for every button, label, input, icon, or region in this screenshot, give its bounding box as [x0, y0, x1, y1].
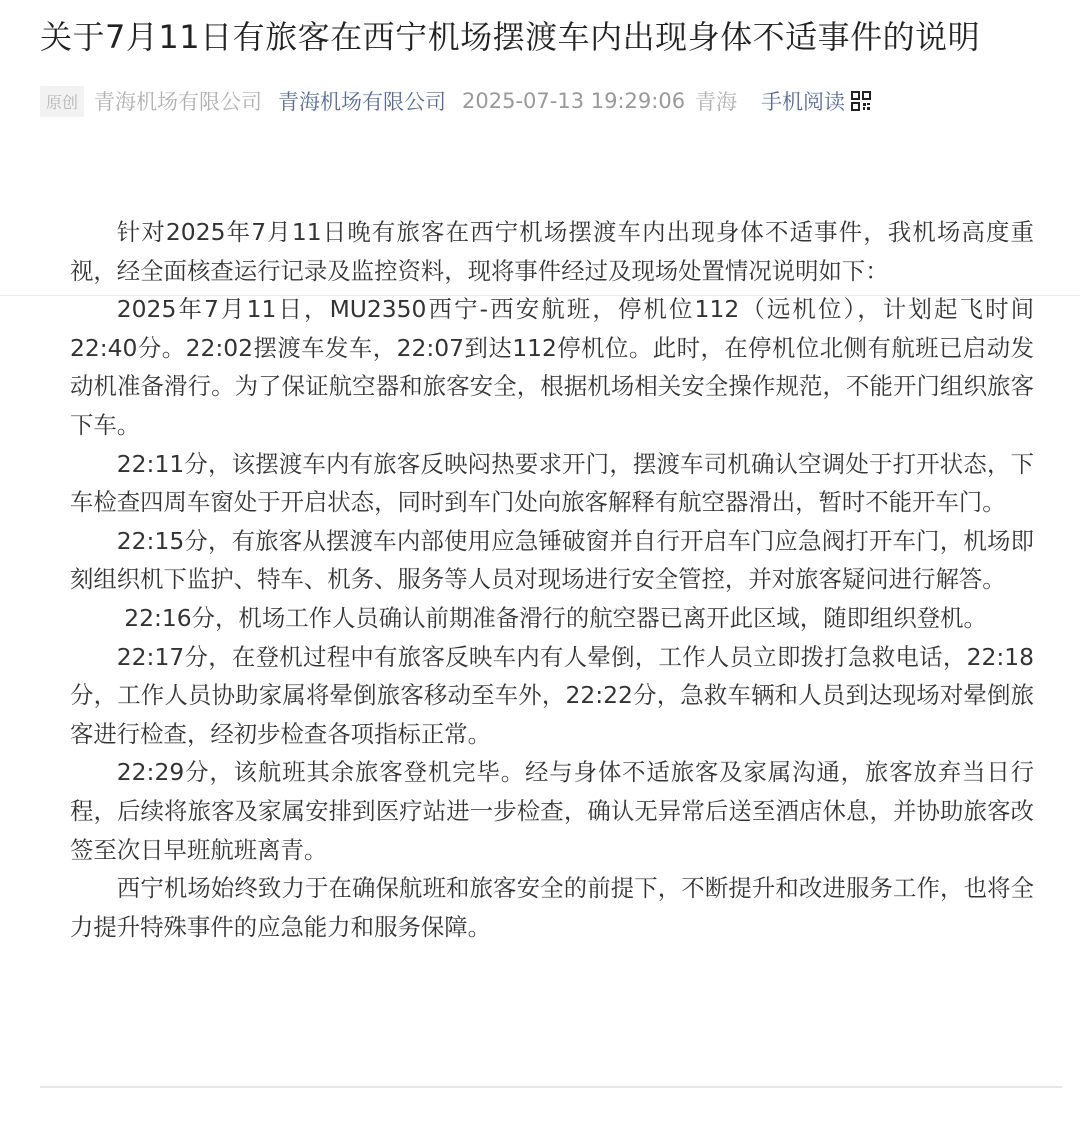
paragraph: 22:15分，有旅客从摆渡车内部使用应急锤破窗并自行开启车门应急阀打开车门，机场即刻组织机下监护、特车、机务、服务等人员对现场进行安全管控，并对旅客疑问进行解答。	[70, 526, 1034, 594]
account-link[interactable]: 青海机场有限公司	[278, 90, 447, 114]
paragraph: 22:29分，该航班其余旅客登机完毕。经与身体不适旅客及家属沟通，旅客放弃当日行程，后续将旅客及家属安排到医疗站进一步检查，确认无异常后送至酒店休息，并协助旅客改签至次日早班航班离青。	[70, 758, 1034, 864]
article-meta	[40, 86, 871, 116]
article-body	[70, 213, 1034, 946]
mobile-read-link[interactable]: 手机阅读	[761, 90, 846, 114]
paragraph: 22:11分，该摆渡车内有旅客反映闷热要求开门，摆渡车司机确认空调处于打开状态，下车检查四周车窗处于开启状态，同时到车门处向旅客解释有航空器滑出，暂时不能开车门。	[70, 449, 1034, 517]
author-name: 青海机场有限公司	[94, 90, 263, 114]
original-badge: 原创	[40, 86, 84, 117]
paragraph: 2025年7月11日，MU2350西宁-西安航班，停机位112（远机位），计划起飞时间22:40分。22:02摆渡车发车，22:07到达112停机位。此时，在停机位北侧有航班已启动发动机准备滑行。为了保证航空器和旅客安全，根据机场相关安全操作规范，不能开门组织旅客下车。	[70, 295, 1034, 439]
publish-location: 青海	[695, 90, 738, 114]
qr-code-icon[interactable]	[851, 91, 871, 111]
article-title: 关于7月11日有旅客在西宁机场摆渡车内出现身体不适事件的说明	[40, 18, 981, 56]
paragraph: 22:17分，在登机过程中有旅客反映车内有人晕倒，工作人员立即拨打急救电话，22:18分，工作人员协助家属将晕倒旅客移动至车外，22:22分，急救车辆和人员到达现场对晕倒旅客进行检查，经初步检查各项指标正常。	[70, 642, 1034, 748]
paragraph: 22:16分，机场工作人员确认前期准备滑行的航空器已离开此区域，随即组织登机。	[116, 603, 987, 632]
bottom-divider	[40, 1086, 1062, 1088]
paragraph: 针对2025年7月11日晚有旅客在西宁机场摆渡车内出现身体不适事件，我机场高度重视，经全面核查运行记录及监控资料，现将事件经过及现场处置情况说明如下：	[70, 218, 1034, 285]
publish-datetime: 2025-07-13 19:29:06	[462, 89, 686, 113]
paragraph: 西宁机场始终致力于在确保航班和旅客安全的前提下，不断提升和改进服务工作，也将全力提升特殊事件的应急能力和服务保障。	[70, 874, 1034, 941]
